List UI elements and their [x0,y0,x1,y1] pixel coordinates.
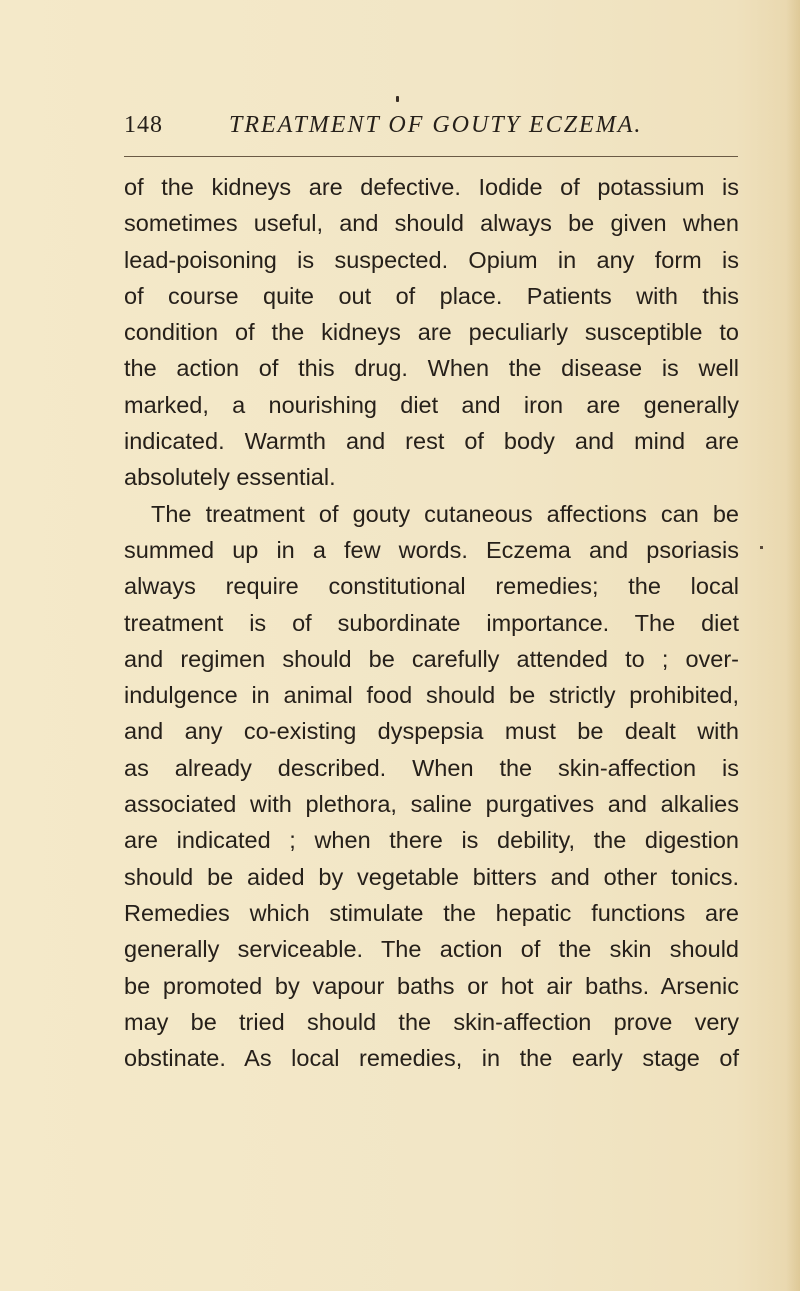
text-line: condition of the kidneys are peculiarly susceptible to [124,319,739,346]
text-line: obstinate. As local remedies, in the early stage of [124,1045,739,1072]
text-line: Remedies which stimulate the hepatic functions are [124,899,739,926]
text-line: may be tried should the skin-affection prove very [124,1008,739,1035]
text-line: and any co-existing dyspepsia must be dealt with [124,718,739,745]
text-line: treatment is of subordinate importance. The diet [124,609,739,636]
text-line: indulgence in animal food should be strictly prohibited, [124,682,739,709]
body-text [124,169,739,1076]
header-rule [124,156,738,157]
text-line: summed up in a few words. Eczema and psoriasis [124,536,739,563]
text-line: associated with plethora, saline purgatives and alkalies [124,791,739,818]
paragraph-first-line: The treatment of gouty cutaneous affections can be [151,500,739,527]
page-header [124,112,744,146]
text-line: are indicated ; when there is debility, the digestion [124,827,739,854]
text-line: of course quite out of place. Patients with this [124,282,739,309]
page-number: 148 [124,112,163,138]
ink-speck [396,96,399,102]
ink-speck [760,546,763,549]
text-line: as already described. When the skin-affection is [124,754,739,781]
text-line: absolutely essential. [124,464,336,491]
text-line: lead-poisoning is suspected. Opium in any form is [124,246,739,273]
text-line: generally serviceable. The action of the skin should [124,936,739,963]
text-line: indicated. Warmth and rest of body and mind are [124,428,739,455]
text-line: and regimen should be carefully attended to ; over- [124,645,739,672]
text-line: the action of this drug. When the disease is well [124,355,739,382]
text-line: always require constitutional remedies; the local [124,573,739,600]
text-line: be promoted by vapour baths or hot air baths. Arsenic [124,972,739,999]
text-line: should be aided by vegetable bitters and other tonics. [124,863,739,890]
page-edge-shadow [786,0,800,1291]
running-title: TREATMENT OF GOUTY ECZEMA. [229,112,643,138]
text-line: marked, a nourishing diet and iron are generally [124,391,739,418]
text-line: of the kidneys are defective. Iodide of potassium is [124,174,739,200]
text-line: sometimes useful, and should always be given when [124,210,739,237]
